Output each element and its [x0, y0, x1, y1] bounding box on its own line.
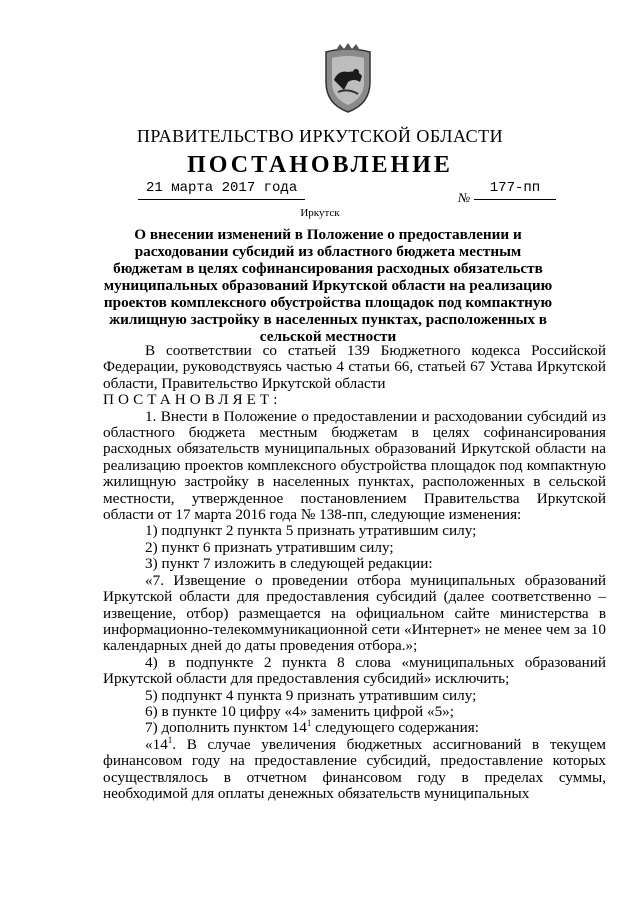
paragraph-1: 1. Внести в Положение о предоставлении и расходовании субсидий из областного бюджета местным бюджетам в целях софинансирования расходных обязательств муниципальных образований Иркутской области на реализацию проектов комплексного обустройства площадок под компактную жилищную застройку в населенных пунктах, расположенных в сельской местности, утвержденное постановлением Правительства Иркутской области от 17 марта 2016 года № 138-пп, следующие изменения: — [103, 407, 606, 524]
government-name: ПРАВИТЕЛЬСТВО ИРКУТСКОЙ ОБЛАСТИ — [136, 126, 504, 146]
intro-paragraph: В соответствии со статьей 139 Бюджетного кодекса Российской Федерации, руководствуясь частью 4 статьи 66, статьей 67 Устава Иркутской области, Правительство Иркутской области — [103, 342, 606, 392]
list-item: 3) пункт 7 изложить в следующей редакции: — [145, 555, 433, 573]
document-number: 177-пп — [474, 180, 556, 200]
list-item: 6) в пункте 10 цифру «4» заменить цифрой «5»; — [145, 702, 454, 720]
list-item: 1) подпункт 2 пункта 5 признать утратившим силу; — [145, 522, 477, 540]
number-sign: № — [458, 190, 471, 205]
document-type: ПОСТАНОВЛЕНИЕ — [187, 152, 453, 178]
list-item: 4) в подпункте 2 пункта 8 слова «муниципальных образований Иркутской области для предоставления субсидий» исключить; — [103, 653, 606, 688]
para-14-text: . В случае увеличения бюджетных ассигнований в текущем финансовом году на предоставление субсидий, предоставление которых осуществлялось в отчетном финансовом году в пределах суммы, необходимой для оплаты денежных обязательств муниципальных — [103, 735, 606, 802]
document-title: О внесении изменений в Положение о предоставлении и расходовании субсидий из областного бюджета местным бюджетам в целях софинансирования расходных обязательств муниципальных образований Иркутской области на реализацию проектов комплексного обустройства площадок под компактную жилищную застройку в населенных пунктах, расположенных в сельской местности — [103, 226, 553, 345]
document-date: 21 марта 2017 года — [138, 180, 305, 200]
list-item: 5) подпункт 4 пункта 9 признать утратившим силу; — [145, 686, 477, 704]
decree-word: ПОСТАНОВЛЯЕТ: — [103, 391, 282, 409]
item-7-text-end: следующего содержания: — [311, 719, 480, 737]
superscript: 1 — [167, 734, 173, 745]
list-item — [103, 720, 606, 736]
coat-of-arms-emblem — [318, 42, 378, 114]
item-7-text: 7) дополнить пунктом 14 — [145, 719, 307, 737]
para-14-number: «14 — [145, 735, 168, 753]
document-city: Иркутск — [300, 207, 340, 219]
quoted-paragraph-7: «7. Извещение о проведении отбора муниципальных образований Иркутской области для предоставления субсидий (далее соответственно – извещение, отбор) размещается на официальном сайте министерства в информационно-телекоммуникационной сети «Интернет» не менее чем за 10 календарных дней до даты проведения отбора.»; — [103, 571, 606, 655]
list-item: 2) пункт 6 признать утратившим силу; — [145, 538, 394, 556]
quoted-paragraph-14-1 — [103, 734, 606, 803]
superscript: 1 — [306, 718, 312, 729]
document-body — [103, 343, 606, 802]
